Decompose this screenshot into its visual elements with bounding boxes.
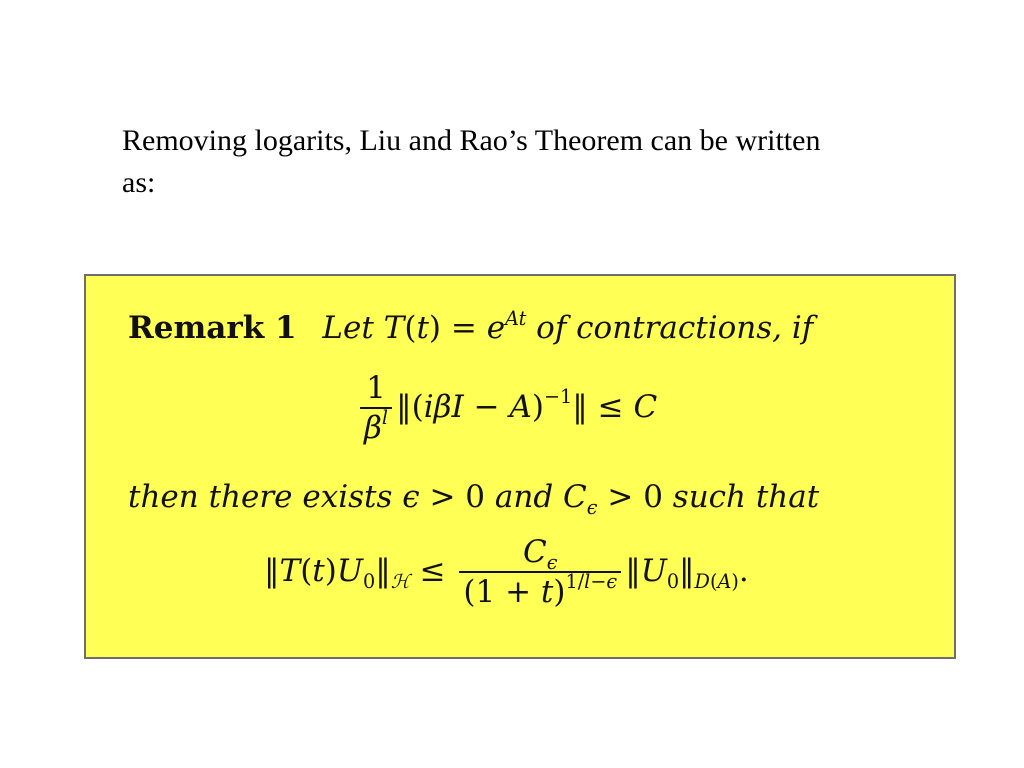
estimate-formula: $‖T(t)U_0‖_ℋ$ ≤ $\frac{C_\epsilon}{(1 + t)^{1/l-\epsilon}}$ $‖U_0‖_{D(A)}$.: [264, 534, 749, 610]
condition-formula: $\frac{1}{\beta^l}$ ‖(iβI − A)$^{-1}$‖ ≤ C: [356, 372, 657, 445]
remark-label: Remark 1: [128, 310, 297, 346]
remark-statement-line: Remark 1 Let $T(t) = e^{At}$ of contractions, if: [128, 306, 814, 346]
intro-paragraph: Removing logarits, Liu and Rao’s Theorem can be written as:: [122, 124, 821, 199]
conclusion-line: then there exists ϵ > 0 and $C_\epsilon > 0$ such that: [128, 479, 820, 519]
remark-box: [84, 274, 956, 659]
